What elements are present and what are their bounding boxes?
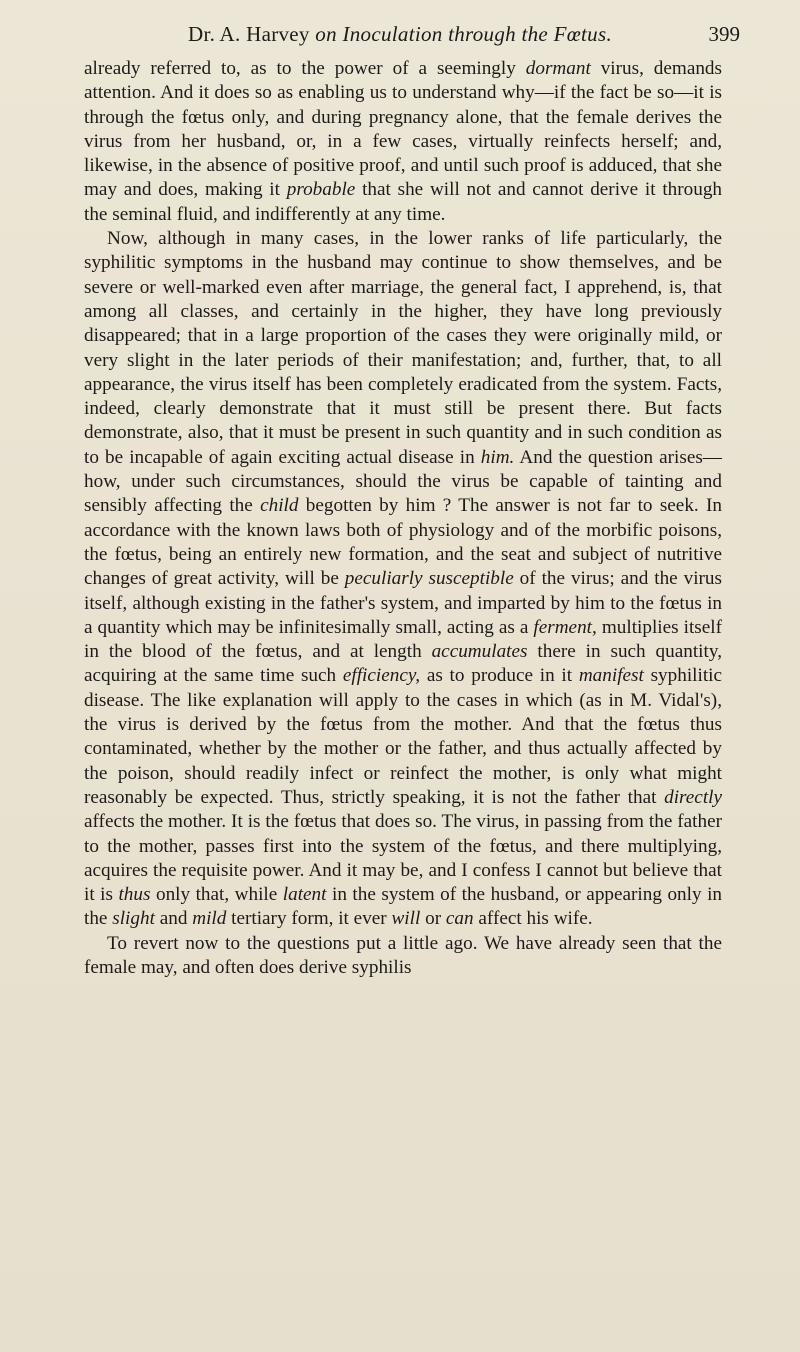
italic-text: dormant bbox=[525, 58, 591, 79]
text-run: affects the mother. It is the fœtus that does so. The virus, in passing from the father to the mother, passes first into the system of the fœtus, and there multiplying, acquires the requisite power. And it may be, and I confess I cannot but believe that it is bbox=[84, 811, 722, 906]
italic-text: child bbox=[260, 495, 299, 517]
running-head bbox=[60, 16, 740, 52]
running-head-italic-title: Inoculation through the Fœtus. bbox=[342, 22, 612, 46]
italic-text: manifest bbox=[578, 665, 644, 687]
paragraph bbox=[84, 57, 722, 227]
text-run: as to produce in it bbox=[420, 665, 579, 687]
paragraph bbox=[84, 932, 722, 981]
italic-text: him. bbox=[480, 446, 515, 468]
text-run: there in such quantity, acquiring at the same time such bbox=[84, 641, 722, 687]
italic-text: probable bbox=[286, 179, 356, 201]
text-run: tertiary form, it ever bbox=[226, 908, 392, 930]
text-run: or bbox=[420, 908, 446, 930]
text-run: To revert now to the questions put a little ago. We have already seen that the female may, and often does derive syphilis bbox=[84, 932, 722, 978]
italic-text: ferment, bbox=[533, 616, 597, 638]
italic-text: can bbox=[445, 908, 474, 930]
text-run: Now, although in many cases, in the lower ranks of life particularly, the syphilitic symptoms in the husband may continue to show themselves, and be severe or well-marked even after marriage, the general fact, I apprehend, is, that among all classes, and certainly in the higher, they have long previously disappeared; that in a large proportion of the cases they were originally mild, or very slight in the later periods of their manifestation; and, further, that, to all appearance, the virus itself has been completely eradicated from the system. Facts, indeed, clearly demonstrate that it must still be present there. But facts demonstrate, also, that it must be present in such quantity and in such condition as to be incapable of again exciting actual disease in bbox=[84, 228, 722, 468]
italic-text: latent bbox=[282, 884, 327, 906]
running-head-title bbox=[60, 16, 740, 52]
italic-text: mild bbox=[192, 908, 227, 930]
text-run: of the virus; and the virus itself, although existing in the father's system, and imparted by him to the fœtus in a quantity which may be infinitesimally small, acting as a bbox=[84, 568, 722, 638]
text-run: multiplies itself in the blood of the fœtus, and at length bbox=[84, 616, 722, 663]
italic-text: directly bbox=[664, 786, 722, 808]
text-run: only that, while bbox=[150, 884, 283, 906]
text-run: and bbox=[154, 908, 193, 930]
text-run: that she will not and cannot derive it through the seminal fluid, and indifferently at any time. bbox=[84, 179, 723, 225]
text-run: begotten by him ? The answer is not far to seek. In accordance with the known laws both of physiology and of the morbific poisons, the fœtus, being an entirely new formation, and the seat and subject of nutritive changes of great activity, will be bbox=[84, 495, 722, 590]
italic-text: efficiency, bbox=[342, 665, 421, 687]
italic-text: slight bbox=[112, 908, 155, 930]
text-run: in the system of the husband, or appearing only in the bbox=[84, 884, 722, 930]
page-number: 399 bbox=[708, 22, 740, 46]
running-head-on: on bbox=[315, 22, 337, 46]
italic-text: peculiarly susceptible bbox=[344, 568, 514, 590]
text-run: syphilitic disease. The like explanation will apply to the cases in which (as in M. Vidal's), the virus is derived by the fœtus from the mother. And that the fœtus thus contaminated, whether by the mother or the father, and thus actually affected by the poison, should readily infect or reinfect the mother, is only what might reasonably be expected. Thus, strictly speaking, it is not the father that bbox=[84, 665, 722, 808]
paragraph bbox=[84, 227, 722, 932]
text-run: virus, demands attention. And it does so as enabling us to understand why—if the fact be so—it is through the fœtus only, and during pregnancy alone, that the female derives the virus from her husband, or, in a few cases, virtually reinfects herself; and, likewise, in the absence of positive proof, and until such proof is adduced, that she may and does, making it bbox=[84, 58, 722, 201]
text-run: already referred to, as to the power of a seemingly bbox=[84, 58, 526, 79]
text-run: affect his wife. bbox=[473, 908, 593, 930]
italic-text: will bbox=[391, 908, 421, 930]
italic-text: accumulates bbox=[431, 641, 528, 663]
running-head-author: Dr. A. Harvey bbox=[188, 22, 310, 46]
text-run: And the question arises—how, under such circumstances, should the virus be capable of tainting and sensibly affecting the bbox=[84, 446, 722, 517]
body-text bbox=[84, 57, 722, 980]
italic-text: thus bbox=[118, 884, 151, 906]
